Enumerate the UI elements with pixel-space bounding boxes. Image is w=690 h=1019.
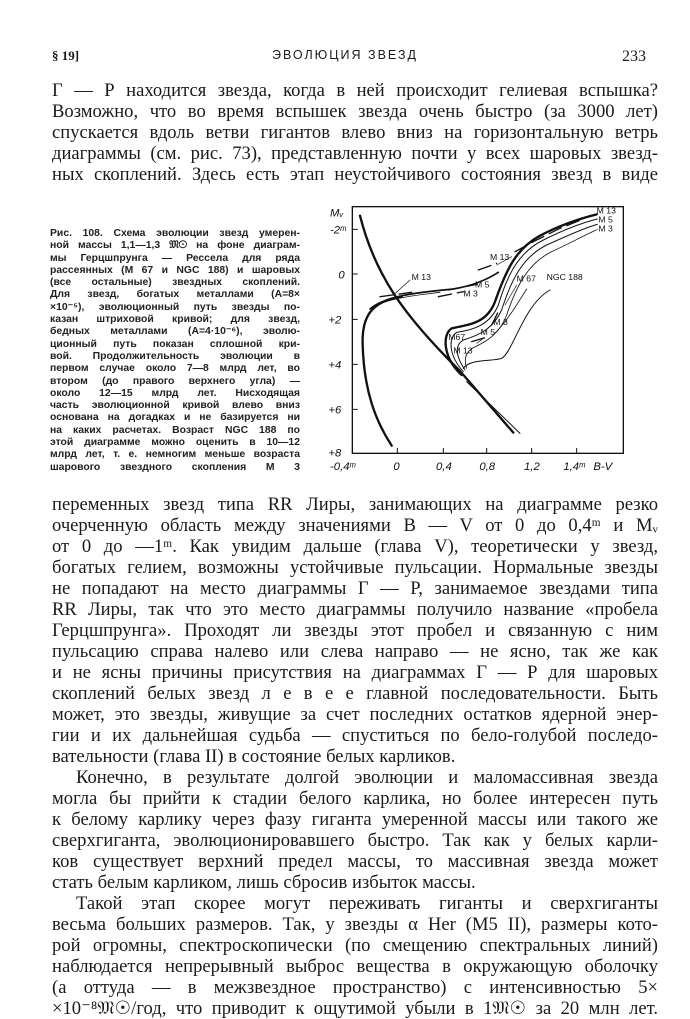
text-line: рой огромны, спектроскопически (по смещению спектральных линий) (52, 935, 658, 956)
text-line: Г — Р находится звезда, когда в ней происходит гелиевая вспышка? (52, 80, 658, 101)
track-label: M 13 (490, 252, 510, 262)
x-tick-label: 1,2 (524, 461, 540, 473)
x-tick-label: 0 (393, 461, 400, 473)
text-line: может, это звезды, живущие за счет последних остатков ядерной энер- (52, 704, 658, 725)
horizontal-branch (370, 272, 498, 309)
y-tick-label: +8 (328, 447, 342, 460)
x-axis-label: B-V (593, 461, 613, 473)
y-tick-label: -2ᵐ (330, 224, 346, 237)
giant-branch-4 (465, 230, 597, 369)
text-line: могла бы прийти к стадии белого карлика, но более интересен путь (52, 788, 658, 809)
x-tick-label: 1,4ᵐ (563, 461, 585, 473)
x-tick-label: -0,4ᵐ (330, 461, 356, 473)
y-tick-label: +6 (328, 404, 342, 417)
text-line: млрд лет, т. е. немногим меньше возраста (50, 449, 300, 461)
main-sequence-line (360, 216, 513, 433)
text-line: от 0 до —1ᵐ. Как увидим дальше (глава V), теоретически у звезд, (52, 536, 658, 557)
track-label: NGC 188 (546, 272, 583, 282)
text-line: не попадают на место диаграммы Г — Р, занимаемое звездами типа (52, 578, 658, 599)
x-tick-label: 0,4 (436, 461, 452, 473)
text-line: Для звезд, богатых металлами (A=8× (50, 289, 300, 301)
text-line: скоплений белых звезд л е в е е главной последовательности. Быть (52, 683, 658, 704)
paragraph-bottom (52, 494, 658, 1019)
track-label: M67 (448, 332, 466, 342)
text-line: часть эволюционной кривой влево вниз (50, 400, 300, 412)
text-line: втором (до правого верхнего угла) — (50, 375, 300, 387)
descending-branch (363, 297, 402, 446)
text-line: бедных металлами (A=4·10⁻⁶), эволю- (50, 326, 300, 338)
hr-diagram (320, 195, 660, 485)
track-label: M 67 (516, 273, 536, 284)
text-line: ных скоплений. Здесь есть этап неустойчивого состояния звезд в виде (52, 164, 658, 185)
track-label: M 13 (411, 272, 431, 282)
text-line: ×10⁻⁸𝔐☉/год, что приводит к ощутимой убыли в 1𝔐☉ за 20 млн лет. (52, 998, 658, 1019)
text-line: стать белым карликом, лишь сбросив избыток массы. (52, 872, 476, 893)
figure-caption (50, 228, 300, 474)
text-line: ной массы 1,1—1,3 𝔐☉ на фоне диаграм- (50, 240, 300, 252)
text-line: RR Лиры, так что это место диаграммы получило название «пробела (52, 599, 658, 620)
text-line: весьма больших размеров. Так, у звезды α Her (M5 II), размеры кото- (52, 914, 658, 935)
text-line: основана на догадках и не базируется ни (50, 412, 300, 424)
track-label: M 3 (598, 223, 613, 234)
text-line: наблюдается непрерывный выброс вещества в окружающую оболочку (52, 956, 658, 977)
running-title: ЭВОЛЮЦИЯ ЗВЕЗД (271, 48, 419, 62)
track-label: M 3 (463, 288, 478, 299)
text-line: Конечно, в результате долгой эволюции и маломассивная звезда (76, 767, 658, 788)
text-line: на каких расчетах. Возраст NGC 188 по (50, 424, 300, 436)
y-tick-label: +4 (328, 359, 342, 372)
track-label: M 13 (453, 345, 473, 356)
text-line: Возможно, что во время вспышек звезда очень быстро (за 3000 лет) (52, 101, 658, 122)
y-tick-label: +2 (328, 314, 342, 327)
text-line: гии и их дальнейшая судьба — спуститься по бело-голубой последо- (52, 725, 658, 746)
track-label: M 3 (493, 317, 508, 327)
text-line: Рис. 108. Схема эволюции звезд умерен- (50, 228, 300, 239)
text-line: пульсацию справа налево или слева направо — не ясно, так же как (52, 641, 658, 662)
text-line: этой диаграмме можно оценить в 10—12 (50, 437, 300, 449)
text-line: Такой этап скорее могут переживать гиганты и сверхгиганты (76, 893, 658, 914)
text-line: рассеянных (М 67 и NGC 188) и шаровых (50, 264, 300, 276)
x-tick-label: 0,8 (479, 461, 496, 473)
text-line: шарового звездного скопления М 3 (50, 461, 300, 473)
text-line: ков существует верхний предел массы, то массивная звезда может (52, 851, 658, 872)
y-axis-label: Mᵥ (330, 207, 344, 220)
text-line: к белому карлику через фазу гиганта умеренной массы или такого же (52, 809, 658, 830)
text-line: богатых гелием, возможны устойчивые пульсации. Нормальные звезды (52, 557, 658, 578)
text-line: мы Герцшпрунга — Рессела для ряда (50, 252, 300, 264)
text-line: переменных звезд типа RR Лиры, занимающих на диаграмме резко (52, 494, 658, 515)
text-line: (все остальные) звездных скоплений. (50, 277, 300, 289)
text-line: и не ясны причины присутствия на диаграммах Г — Р для шаровых (52, 662, 658, 683)
main-sequence-parallel (467, 382, 520, 434)
text-line: Герцшпрунга». Проходят ли звезды этот пробел и связанную с ним (52, 620, 658, 641)
track-label: M 5 (480, 327, 496, 337)
page-number: 233 (622, 48, 646, 65)
text-line: вательности (глава II) в состояние белых карликов. (52, 746, 456, 767)
track-label: M 13 (596, 205, 616, 216)
track-label: M 5 (598, 214, 613, 225)
text-line: ×10⁻⁵), эволюционный путь звезды по- (50, 301, 300, 313)
y-tick-label: 0 (338, 269, 345, 282)
text-line: первом случае около 7—8 млрд лет, во (50, 363, 300, 375)
text-line: вой. Продолжительность эволюции в (50, 350, 300, 362)
track-label: M 5 (475, 279, 490, 290)
text-line: сверхгиганта, эволюционировавшего быстро. Так как у белых карли- (52, 830, 658, 851)
text-line: ционный путь показан сплошной кри- (50, 338, 300, 350)
text-line: (а оттуда — в межзвездное пространство) с интенсивностью 5× (52, 977, 658, 998)
text-line: спускается вдоль ветви гигантов влево вниз на горизонтальную ветрь (52, 122, 658, 143)
text-line: около 12—15 млрд лет. Нисходящая (50, 387, 300, 399)
text-line: казан штриховой кривой; для звезд, (50, 314, 300, 326)
text-line: диаграммы (см. рис. 73), представленную почти у всех шаровых звезд- (52, 143, 658, 164)
paragraph-top (52, 80, 658, 185)
section-number: § 19] (52, 48, 80, 63)
giant-branch-3 (457, 224, 597, 370)
hr-diagram-figure (320, 195, 660, 485)
text-line: очерченную область между значениями B — V от 0 до 0,4ᵐ и Mᵥ (52, 515, 658, 536)
